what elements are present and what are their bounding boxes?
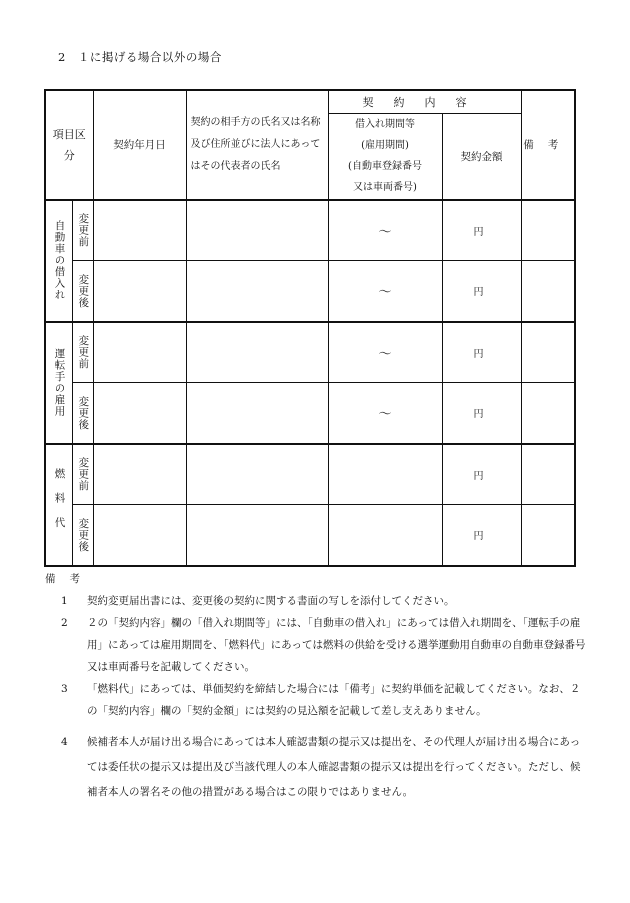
period-cell: ～: [328, 322, 442, 383]
note-number: 3: [61, 683, 68, 695]
amount-cell: 円: [442, 505, 521, 566]
group-label: 運転手の雇用: [45, 322, 72, 444]
remarks-cell: [521, 322, 575, 383]
note-number: 1: [61, 595, 68, 607]
row-sub-label: 変更前: [72, 444, 93, 505]
amount-cell: 円: [442, 383, 521, 444]
table-row: [45, 261, 575, 322]
counterparty-cell: [186, 505, 328, 566]
remarks-cell: [521, 200, 575, 261]
remarks-cell: [521, 383, 575, 444]
amount-cell: 円: [442, 444, 521, 505]
note-number: 4: [61, 736, 68, 748]
amount-cell: 円: [442, 322, 521, 383]
counterparty-cell: [186, 383, 328, 444]
group-label: 燃料代: [45, 444, 72, 566]
header-contract-details: 契約内容: [328, 90, 521, 114]
row-sub-label: 変更後: [72, 505, 93, 566]
note-text: ２の「契約内容」欄の「借入れ期間等」には、「自動車の借入れ」にあっては借入れ期間を、「運転手の雇用」にあっては雇用期間を、「燃料代」にあっては燃料の供給を受ける選挙運動用自動車の自動車登録番号又は車両番号を記載してください。: [87, 617, 586, 673]
date-cell: [93, 322, 186, 383]
date-cell: [93, 444, 186, 505]
note-item: [45, 730, 590, 805]
counterparty-cell: [186, 261, 328, 322]
date-cell: [93, 200, 186, 261]
note-item: [45, 590, 590, 612]
date-cell: [93, 383, 186, 444]
note-text: 「燃料代」にあっては、単価契約を締結した場合には「備考」に契約単価を記載してください。なお、２の「契約内容」欄の「契約金額」には契約の見込額を記載して差し支えありません。: [87, 683, 581, 717]
header-contract-date: 契約年月日: [93, 90, 186, 200]
period-cell: ～: [328, 261, 442, 322]
section-heading: 2 １に掲げる場合以外の場合: [58, 50, 222, 64]
note-text: 候補者本人が届け出る場合にあっては本人確認書類の提示又は提出を、その代理人が届け出る場合にあっては委任状の提示又は提出及び当該代理人の本人確認書類の提示又は提出を行ってください。ただし、候補者本人の署名その他の措置がある場合はこの限りではありません。: [87, 736, 581, 798]
counterparty-cell: [186, 200, 328, 261]
note-item: [45, 612, 590, 678]
notes-section: [45, 568, 590, 805]
remarks-cell: [521, 444, 575, 505]
note-number: 2: [61, 617, 68, 629]
notes-title: 備考: [45, 573, 94, 585]
table-row: [45, 322, 575, 383]
amount-cell: 円: [442, 200, 521, 261]
amount-cell: 円: [442, 261, 521, 322]
table-row: [45, 505, 575, 566]
table-row: [45, 200, 575, 261]
row-sub-label: 変更前: [72, 322, 93, 383]
row-sub-label: 変更後: [72, 261, 93, 322]
period-cell: [328, 505, 442, 566]
counterparty-cell: [186, 322, 328, 383]
date-cell: [93, 505, 186, 566]
period-cell: ～: [328, 383, 442, 444]
header-item-category: 項目区分: [45, 90, 93, 200]
table-row: [45, 383, 575, 444]
remarks-cell: [521, 505, 575, 566]
remarks-cell: [521, 261, 575, 322]
period-cell: [328, 444, 442, 505]
header-counterparty: 契約の相手方の氏名又は名称及び住所並びに法人にあってはその代表者の氏名: [186, 90, 328, 200]
header-amount: 契約金額: [442, 114, 521, 200]
header-period: 借入れ期間等 (雇用期間) (自動車登録番号 又は車両番号): [328, 114, 442, 200]
date-cell: [93, 261, 186, 322]
row-sub-label: 変更後: [72, 383, 93, 444]
group-label: 自動車の借入れ: [45, 200, 72, 322]
row-sub-label: 変更前: [72, 200, 93, 261]
table-row: [45, 444, 575, 505]
counterparty-cell: [186, 444, 328, 505]
note-text: 契約変更届出書には、変更後の契約に関する書面の写しを添付してください。: [87, 595, 455, 607]
contract-change-table: [44, 89, 576, 567]
period-cell: ～: [328, 200, 442, 261]
note-item: [45, 678, 590, 722]
header-remarks: 備考: [521, 90, 575, 200]
